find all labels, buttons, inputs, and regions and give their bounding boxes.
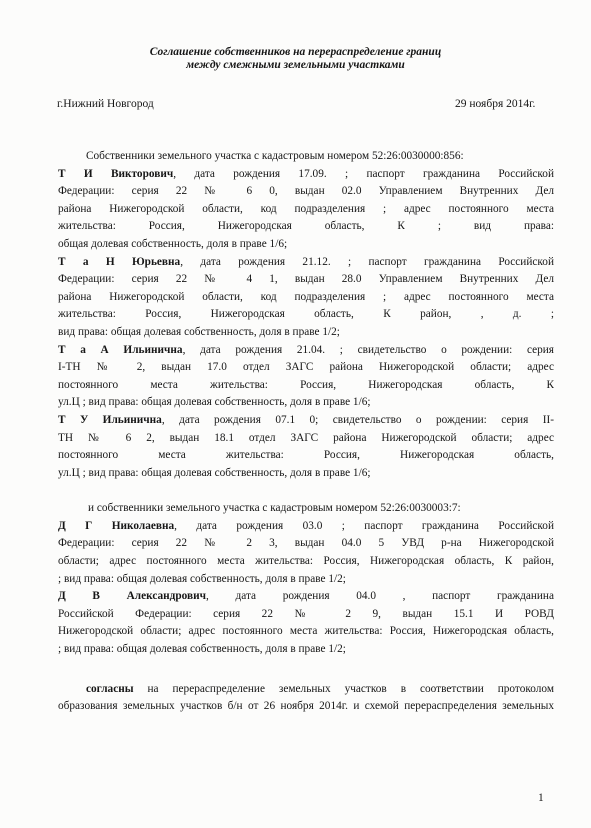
owner-name: Т У Ильинична — [58, 413, 162, 426]
owner-text: района Нижегородской области, код подразделения ; адрес постоянного места — [58, 202, 554, 215]
owner-text: ул.Ц ; вид права: общая долевая собственность, доля в праве 1/6; — [58, 396, 371, 409]
owner-entry — [58, 412, 554, 482]
owner-line — [58, 518, 554, 536]
owner-line — [58, 254, 554, 272]
owner-line — [58, 553, 554, 571]
owner-text: жительства: Россия, Нижегородская область, К ; вид права: — [58, 220, 554, 233]
owner-text: вид права: общая долевая собственность, доля в праве 1/2; — [58, 325, 340, 338]
owner-line — [58, 641, 554, 659]
owner-name: Д Г Николаевна — [58, 519, 175, 532]
owner-line — [58, 377, 554, 395]
owner-text: района Нижегородской области, код подразделения ; адрес постоянного места — [58, 290, 554, 303]
agreement-line-1 — [58, 681, 554, 699]
owner-text: ; вид права: общая долевая собственность, доля в праве 1/2; — [58, 572, 346, 585]
owner-text: ; вид права: общая долевая собственность, доля в праве 1/2; — [58, 643, 346, 656]
owner-line — [58, 588, 554, 606]
owner-text: общая долевая собственность, доля в праве 1/6; — [58, 237, 288, 250]
owner-line — [58, 183, 554, 201]
owner-line — [58, 236, 554, 254]
owner-line — [58, 324, 554, 342]
owner-entry — [58, 166, 554, 254]
owner-entry — [58, 518, 554, 588]
owner-text: , дата рождения 21.04. ; свидетельство о рождении: серия — [182, 343, 554, 356]
owner-text: Российской Федерации: серия 22 № 2 9, выдан 15.1 И РОВД — [58, 607, 554, 620]
owner-line — [58, 606, 554, 624]
owner-name: Т а Н Юрьевна — [58, 255, 181, 268]
spacer — [58, 482, 554, 500]
section-intro: Собственники земельного участка с кадастровым номером 52:26:0030000:856: — [86, 150, 464, 162]
owner-text: ТН № 6 2, выдан 18.1 отдел ЗАГС района Нижегородской области; адрес — [58, 431, 554, 444]
owner-line — [58, 465, 554, 483]
owner-name: Т а А Ильинична — [58, 343, 183, 356]
owner-line — [58, 306, 554, 324]
owner-entry — [58, 254, 554, 342]
spacer — [58, 659, 554, 681]
owner-line — [58, 447, 554, 465]
document-body — [58, 148, 554, 716]
owner-entry — [58, 342, 554, 412]
owner-text: Федерации: серия 22 № 4 1, выдан 28.0 Управлением Внутренних Дел — [58, 273, 554, 286]
section-intro: и собственники земельного участка с кадастровым номером 52:26:0030003:7: — [88, 502, 461, 515]
owner-text: области; адрес постоянного места жительства: Россия, Нижегородская область, К район, — [58, 555, 554, 568]
owner-line — [58, 342, 554, 360]
owner-line — [58, 218, 554, 236]
page-number: 1 — [538, 792, 544, 804]
owner-name: Д В Александрович — [58, 590, 207, 603]
owner-line — [58, 359, 554, 377]
owner-text: , дата рождения 17.09. ; паспорт гражданина Российской — [173, 167, 554, 180]
owner-line — [58, 535, 554, 553]
city: г.Нижний Новгород — [57, 98, 154, 110]
title-line-2: между смежными земельными участками — [186, 59, 405, 71]
owner-text: I-ТН № 2, выдан 17.0 отдел ЗАГС района Нижегородской области; адрес — [58, 361, 554, 374]
agreement-keyword: согласны — [86, 682, 134, 695]
owner-line — [58, 623, 554, 641]
owner-text: Нижегородской области; адрес постоянного места жительства: Россия, Нижегородская область, — [58, 625, 554, 638]
owner-text: постоянного места жительства: Россия, Нижегородская область, — [58, 449, 554, 462]
agreement-text: на перераспределение земельных участков в соответствии протоколом — [133, 682, 554, 695]
owner-line — [58, 412, 554, 430]
document-title — [0, 46, 591, 72]
owner-text: ул.Ц ; вид права: общая долевая собственность, доля в праве 1/6; — [58, 466, 371, 479]
owner-entry — [58, 588, 554, 658]
title-line-1: Соглашение собственников на перераспределение границ — [149, 46, 442, 58]
owner-line — [58, 289, 554, 307]
owner-line — [58, 166, 554, 184]
owner-text: , дата рождения 07.1 0; свидетельство о рождении: серия II- — [161, 413, 554, 426]
date: 29 ноября 2014г. — [455, 98, 536, 110]
owner-name: Т И Викторович — [58, 167, 174, 180]
owner-text: , дата рождения 03.0 ; паспорт гражданина Российской — [174, 519, 554, 532]
owner-text: постоянного места жительства: Россия, Нижегородская область, К — [58, 378, 554, 391]
owner-line — [58, 394, 554, 412]
owner-line — [58, 571, 554, 589]
owner-line — [58, 430, 554, 448]
agreement-line-2: образования земельных участков б/н от 26 ноября 2014г. и схемой перераспределения земельных — [58, 700, 554, 713]
owner-line — [58, 201, 554, 219]
owner-line — [58, 271, 554, 289]
owner-text: , дата рождения 21.12. ; паспорт гражданина Российской — [180, 255, 554, 268]
owner-text: Федерации: серия 22 № 2 3, выдан 04.0 5 УВД р-на Нижегородской — [58, 537, 554, 550]
owner-text: жительства: Россия, Нижегородская область, К район, , д. ; — [58, 308, 554, 321]
owner-text: , дата рождения 04.0 , паспорт гражданина — [206, 590, 554, 603]
owner-text: Федерации: серия 22 № 6 0, выдан 02.0 Управлением Внутренних Дел — [58, 185, 554, 198]
